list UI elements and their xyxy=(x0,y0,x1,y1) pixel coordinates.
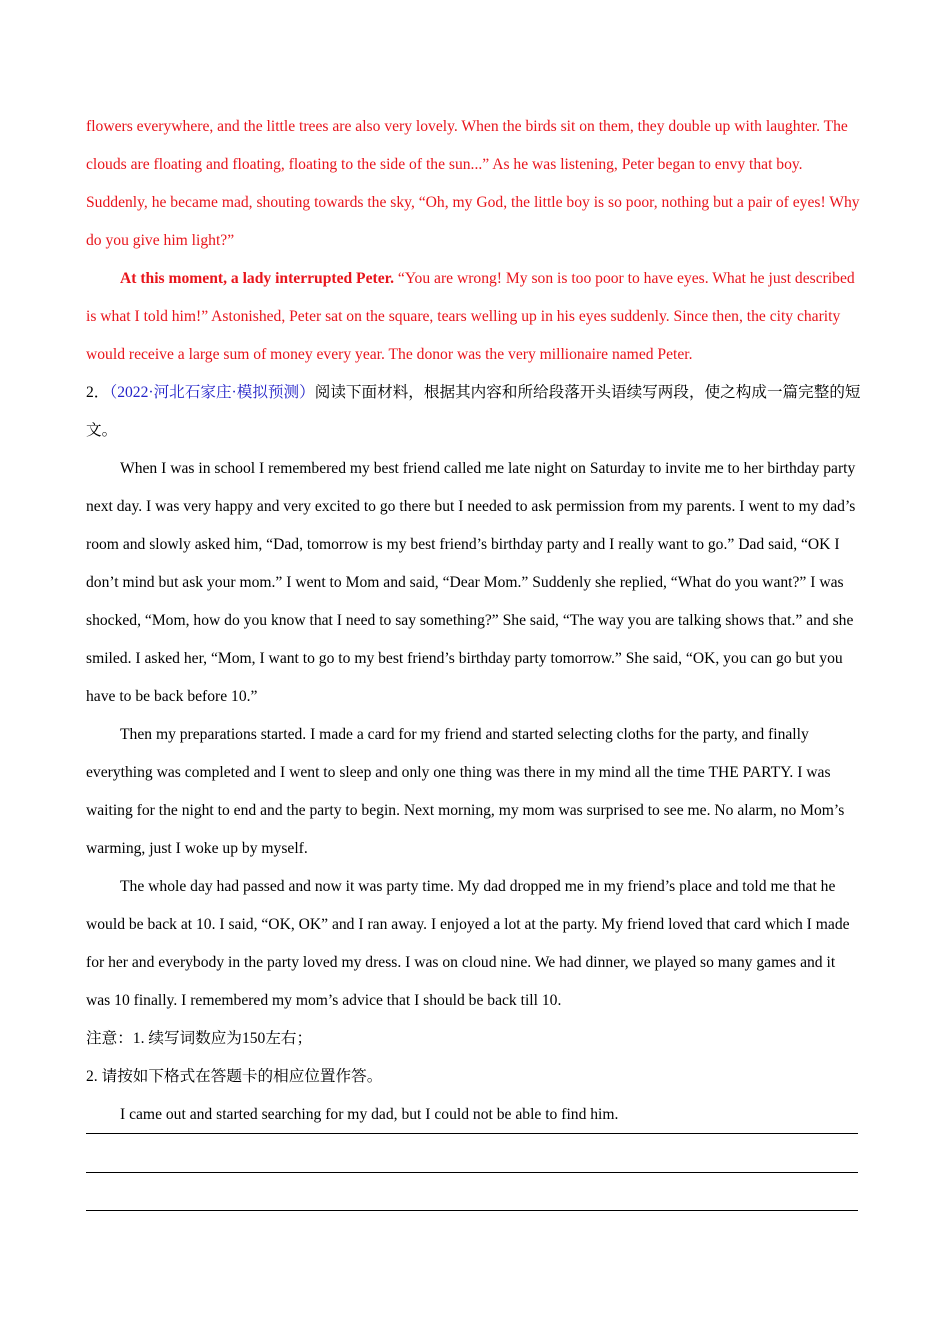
passage-paragraph-3: The whole day had passed and now it was party time. My dad dropped me in my friend’s place and told me that he would be back at 10. I said, “OK, OK” and I ran away. I enjoyed a lot at the party. My friend loved that card which I made for her and everybody in the party loved my dress. I was on cloud nine. We had dinner, we played so many games and it was 10 finally. I remembered my mom’s advice that I should be back till 10. xyxy=(86,878,850,1009)
question-number: 2． xyxy=(86,384,110,401)
passage-paragraph-1: When I was in school I remembered my best friend called me late night on Saturday to invite me to her birthday party next day. I was very happy and very excited to go there but I needed to ask permission from my parents. I went to my dad’s room and slowly asked him, “Dad, tomorrow is my best friend’s birthday party and I really want to go.” Dad said, “OK I don’t mind but ask your mom.” I went to Mom and said, “Dear Mom.” Suddenly she replied, “What do you want?” I was shocked, “Mom, how do you know that I need to say something?” She said, “The way you are talking shows that.” and she smiled. I asked her, “Mom, I want to go to my best friend’s birthday party tomorrow.” She said, “OK, you can go but you have to be back before 10.” xyxy=(86,460,856,705)
note-1: 注意：1. 续写词数应为150左右； xyxy=(86,1030,313,1047)
answer-line-3 xyxy=(86,1210,858,1211)
answer-paragraph-2-lead: At this moment, a lady interrupted Peter. xyxy=(120,270,395,287)
question-instruction: 阅读下面材料，根据其内容和所给段落开头语续写两段，使之构成一篇完整的短文。 xyxy=(86,384,861,439)
answer-paragraph-2 xyxy=(86,260,862,374)
question-2-header xyxy=(86,374,862,450)
answer-line-2 xyxy=(86,1172,858,1173)
answer-paragraph-1: flowers everywhere, and the little trees are also very lovely. When the birds sit on them, they double up with laughter. The clouds are floating and floating, floating to the side of the sun...” As he was listening, Peter began to envy that boy. Suddenly, he became mad, shouting towards the sky, “Oh, my God, the little boy is so poor, nothing but a pair of eyes! Why do you give him light?” xyxy=(86,118,860,249)
document-page xyxy=(86,108,862,1134)
note-2: 2. 请按如下格式在答题卡的相应位置作答。 xyxy=(86,1068,383,1085)
passage-paragraph-2: Then my preparations started. I made a card for my friend and started selecting cloths for the party, and finally everything was completed and I went to sleep and only one thing was there in my mind all the time THE PARTY. I was waiting for the night to end and the party to begin. Next morning, my mom was surprised to see me. No alarm, no Mom’s warming, just I woke up by myself. xyxy=(86,726,845,857)
continuation-opening: I came out and started searching for my dad, but I could not be able to find him. xyxy=(120,1106,619,1123)
answer-paragraph-2-rest: “You are wrong! My son is too poor to have eyes. What he just described is what I told him!” Astonished, Peter sat on the square, tears welling up in his eyes suddenly. Since then, the city charity would receive a large sum of money every year. The donor was the very millionaire named Peter. xyxy=(86,270,855,363)
answer-line-1 xyxy=(86,1133,858,1134)
question-source: （2022·河北石家庄·模拟预测） xyxy=(109,384,315,401)
